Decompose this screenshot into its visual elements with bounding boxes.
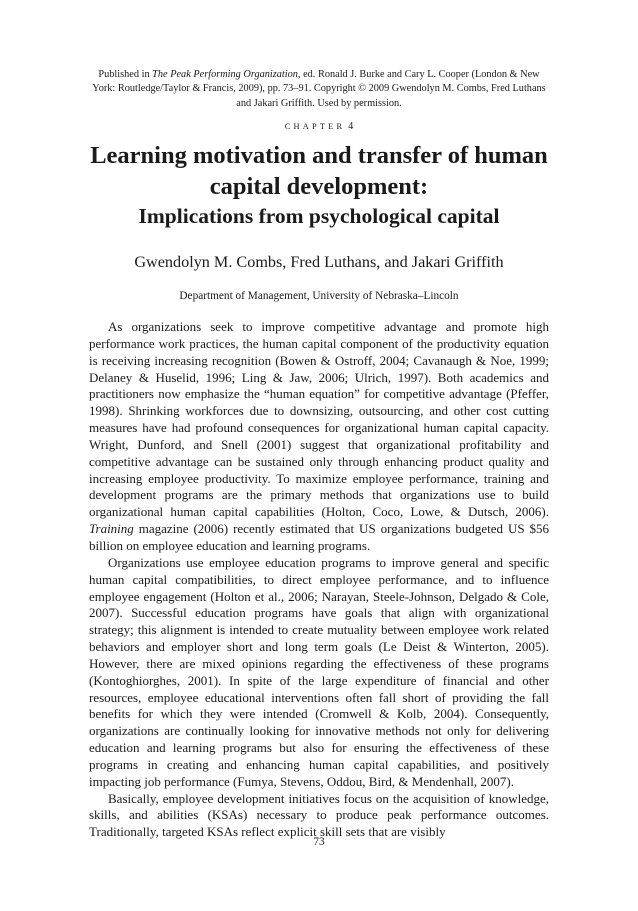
paragraph-text: magazine (2006) recently estimated that US organizations budgeted US $56 billion on employee education and learning programs.	[89, 521, 549, 553]
publication-note-suffix: ed. Ronald J. Burke and Cary L. Cooper (London & New York: Routledge/Taylor & Francis, 2009), pp. 73–91. Copyright © 2009 Gwendolyn M. Combs, Fred Luthans and Jakari Griffith. Used by permission.	[92, 69, 546, 109]
paragraph-text: As organizations seek to improve competitive advantage and promote high performance work practices, the human capital component of the productivity equation is receiving increasing recognition (Bowen & Ostroff, 2004; Cavanaugh & Noe, 1999; Delaney & Huselid, 1996; Ling & Jaw, 2006; Ulrich, 1997). Both academics and practitioners now emphasize the “human equation” for competitive advantage (Pfeffer, 1998). Shrinking workforces due to downsizing, outsourcing, and other cost cutting measures have had profound consequences for organizational human capital capacity. Wright, Dunford, and Snell (2001) suggest that organizational profitability and competitive advantage can be sustained only through enhancing product quality and increasing employee productivity. To maximize employee performance, training and development programs are the primary methods that organizations use to build organizational human capital capabilities (Holton, Coco, Lowe, & Dutsch, 2006).	[89, 319, 549, 520]
chapter-number: 4	[348, 121, 354, 132]
author-list: Gwendolyn M. Combs, Fred Luthans, and Jakari Griffith	[134, 253, 504, 271]
publication-note-prefix: Published in	[98, 69, 153, 80]
body-text	[89, 319, 549, 841]
chapter-heading	[0, 121, 638, 132]
author-affiliation: Department of Management, University of Nebraska–Lincoln	[179, 290, 459, 302]
body-paragraph	[89, 555, 549, 791]
chapter-label: CHAPTER	[284, 122, 346, 131]
book-title: The Peak Performing Organization,	[152, 69, 301, 80]
paragraph-text: Basically, employee development initiatives focus on the acquisition of knowledge, skills, and abilities (KSAs) necessary to produce peak performance outcomes. Traditionally, targeted KSAs reflect explicit skill sets that are visibly	[89, 790, 549, 840]
page-number: 73	[313, 836, 325, 848]
italic-text: Training	[89, 521, 134, 537]
publication-note	[90, 68, 548, 111]
body-paragraph	[89, 319, 549, 555]
chapter-subtitle: Implications from psychological capital	[138, 204, 500, 228]
paragraph-text: Organizations use employee education programs to improve general and specific human capital compatibilities, to direct employee performance, and to influence employee engagement (Holton et al., 2006; Narayan, Steele-Johnson, Delgado & Cole, 2007). Successful education programs have goals that align with organizational strategy; this alignment is intended to create mutuality between employee work related behaviors and employer short and long term goals (Le Deist & Winterton, 2005). However, there are mixed opinions regarding the effectiveness of these programs (Kontoghiorghes, 2001). In spite of the large expenditure of financial and other resources, employee educational interventions often fall short of providing the fall benefits for which they were intended (Cromwell & Kolb, 2004). Consequently, organizations are continually looking for innovative methods not only for delivering education and learning programs but also for ensuring the effectiveness of these programs in creating and enhancing human capital capabilities, and positively impacting job performance (Fumya, Stevens, Oddou, Bird, & Mendenhall, 2007).	[89, 554, 549, 789]
body-paragraph	[89, 791, 549, 842]
chapter-title: Learning motivation and transfer of human capital development:	[90, 142, 548, 200]
